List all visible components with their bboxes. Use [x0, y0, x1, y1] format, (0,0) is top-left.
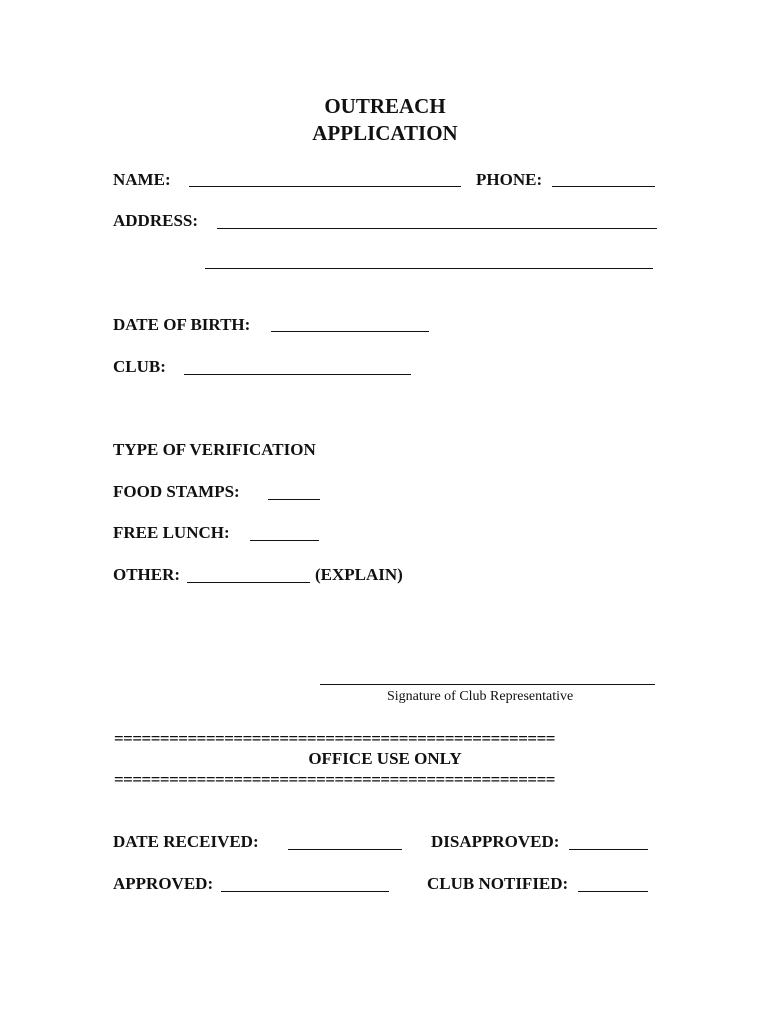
dob-field-line[interactable] [271, 331, 429, 332]
approved-field-line[interactable] [221, 891, 389, 892]
phone-field-line[interactable] [552, 186, 655, 187]
address-label: ADDRESS: [113, 211, 199, 230]
club-field-line[interactable] [184, 374, 411, 375]
verification-heading: TYPE OF VERIFICATION [113, 440, 316, 459]
title-outreach: OUTREACH [324, 94, 446, 118]
signature-caption: Signature of Club Representative [387, 689, 574, 704]
name-field-line[interactable] [189, 186, 461, 187]
disapproved-field-line[interactable] [569, 849, 648, 850]
name-label: NAME: [113, 170, 171, 189]
food-stamps-field-line[interactable] [268, 499, 320, 500]
disapproved-label: DISAPPROVED: [431, 832, 560, 851]
date-received-label: DATE RECEIVED: [113, 832, 259, 851]
club-notified-label: CLUB NOTIFIED: [427, 874, 569, 893]
food-stamps-label: FOOD STAMPS: [113, 482, 240, 501]
other-label: OTHER: [113, 565, 181, 584]
address-field-line-2[interactable] [205, 268, 653, 269]
signature-line[interactable] [320, 684, 655, 685]
explain-label: (EXPLAIN) [315, 565, 403, 584]
title-application: APPLICATION [312, 121, 458, 145]
office-divider-top: ================================================ [114, 730, 555, 747]
office-use-heading: OFFICE USE ONLY [308, 749, 462, 768]
approved-label: APPROVED: [113, 874, 214, 893]
free-lunch-field-line[interactable] [250, 540, 319, 541]
other-field-line[interactable] [187, 582, 310, 583]
office-divider-bottom: ================================================ [114, 771, 555, 788]
club-notified-field-line[interactable] [578, 891, 648, 892]
dob-label: DATE OF BIRTH: [113, 315, 251, 334]
phone-label: PHONE: [476, 170, 543, 189]
club-label: CLUB: [113, 357, 166, 376]
date-received-field-line[interactable] [288, 849, 402, 850]
free-lunch-label: FREE LUNCH: [113, 523, 230, 542]
address-field-line-1[interactable] [217, 228, 657, 229]
